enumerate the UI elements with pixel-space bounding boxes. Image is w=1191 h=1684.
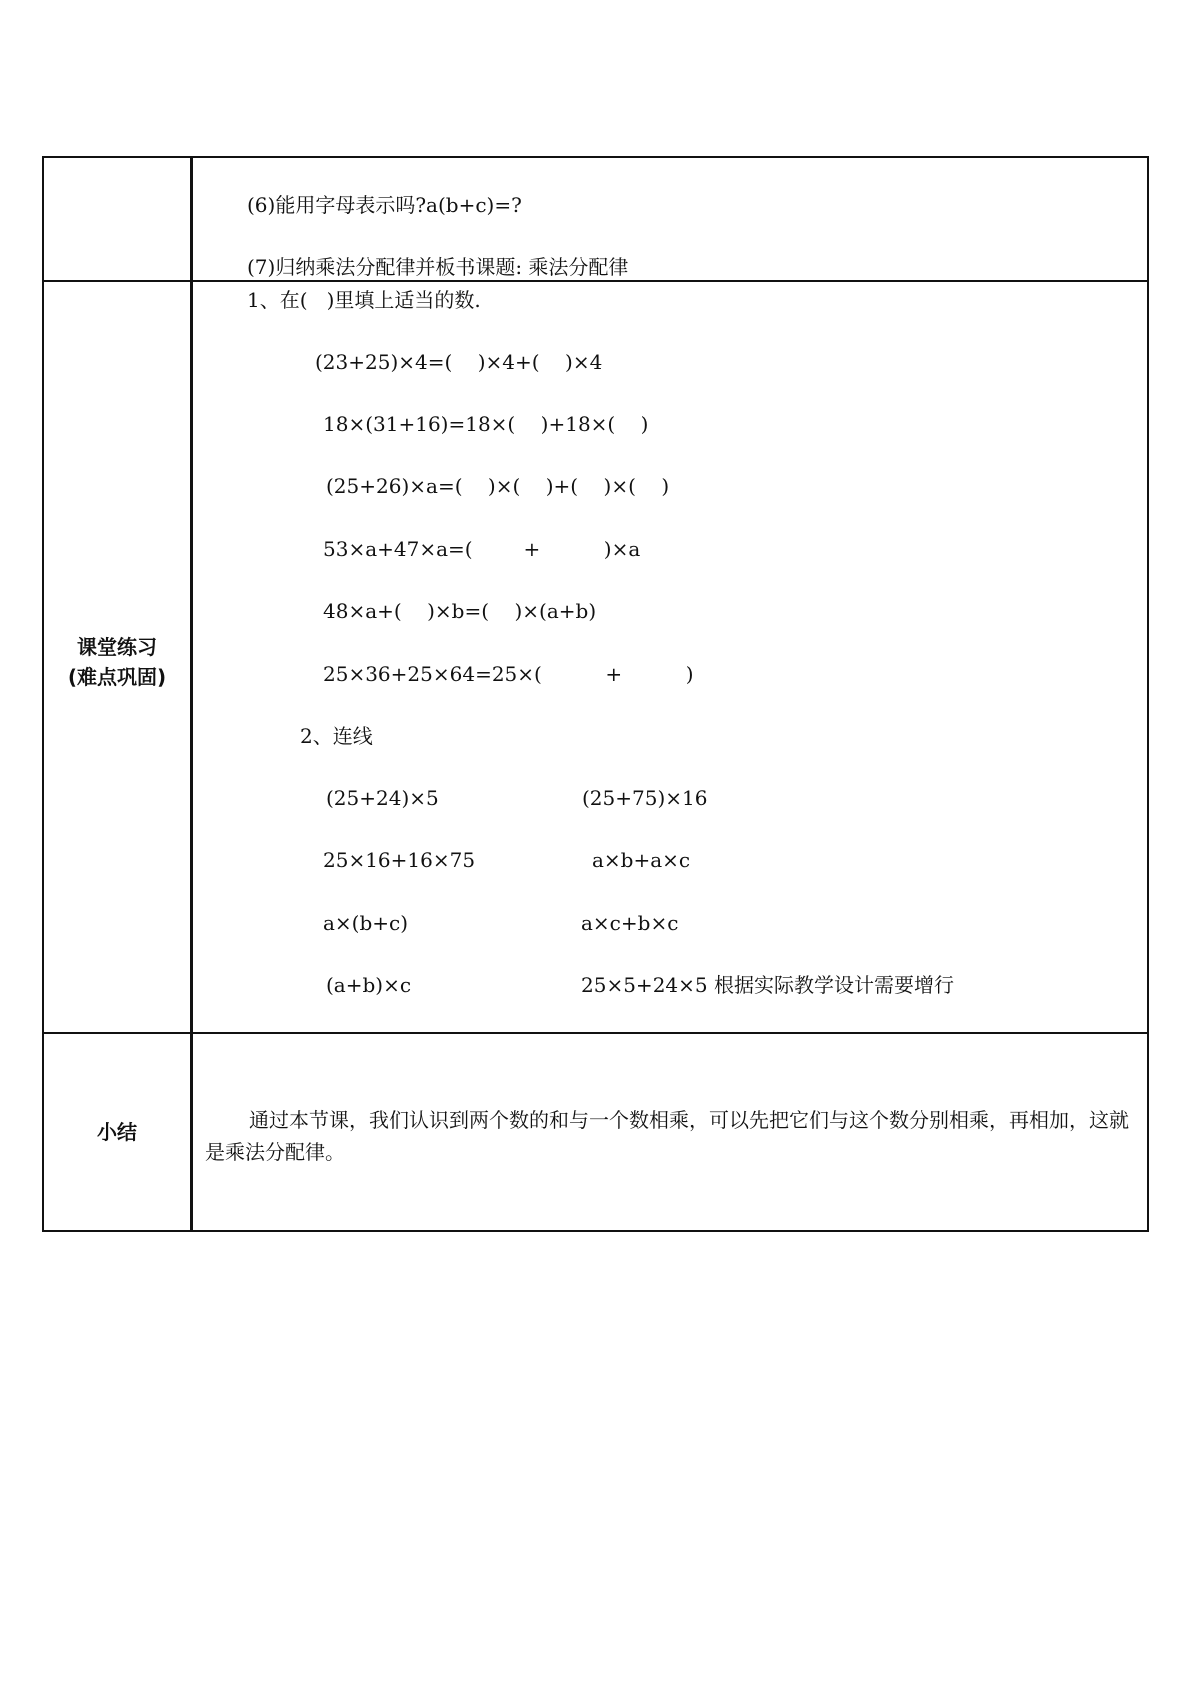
table-left-border [42,156,44,1232]
match-right-item: 25×5+24×5 根据实际教学设计需要增行 [581,973,954,997]
practice-label-line1: 课堂练习 [77,635,157,659]
row-divider-1 [42,280,1149,282]
fill-item: 18×(31+16)=18×( )+18×( ) [323,412,649,436]
step-7-text: (7)归纳乘法分配律并板书课题: 乘法分配律 [247,255,629,279]
column-divider [190,156,193,1232]
question-2-title: 2、连线 [300,724,373,748]
summary-label: 小结 [97,1120,137,1144]
fill-item: 48×a+( )×b=( )×(a+b) [323,599,597,623]
question-1-title: 1、在( )里填上适当的数. [247,288,481,312]
match-left-item: 25×16+16×75 [323,848,476,872]
match-left-item: a×(b+c) [323,911,409,935]
fill-item: (23+25)×4=( )×4+( )×4 [315,350,603,374]
match-left-item: (25+24)×5 [326,786,439,810]
practice-label-line2: (难点巩固) [67,665,167,689]
match-right-item: a×c+b×c [581,911,679,935]
summary-text: 通过本节课，我们认识到两个数的和与一个数相乘，可以先把它们与这个数分别相乘，再相加，这就是乘法分配律。 [205,1108,1129,1164]
row-divider-2 [42,1032,1149,1034]
lesson-table [42,156,1149,1232]
match-left-item: (a+b)×c [326,973,412,997]
fill-item: 25×36+25×64=25×( + ) [323,662,694,686]
fill-item: (25+26)×a=( )×( )+( )×( ) [326,474,670,498]
table-bottom-border [42,1230,1149,1232]
fill-item: 53×a+47×a=( + )×a [323,537,641,561]
match-right-item: (25+75)×16 [582,786,708,810]
table-right-border [1147,156,1149,1232]
match-right-item: a×b+a×c [592,848,691,872]
practice-label [42,632,192,692]
table-top-border [42,156,1149,158]
step-6-text: (6)能用字母表示吗?a(b+c)=? [247,193,522,217]
